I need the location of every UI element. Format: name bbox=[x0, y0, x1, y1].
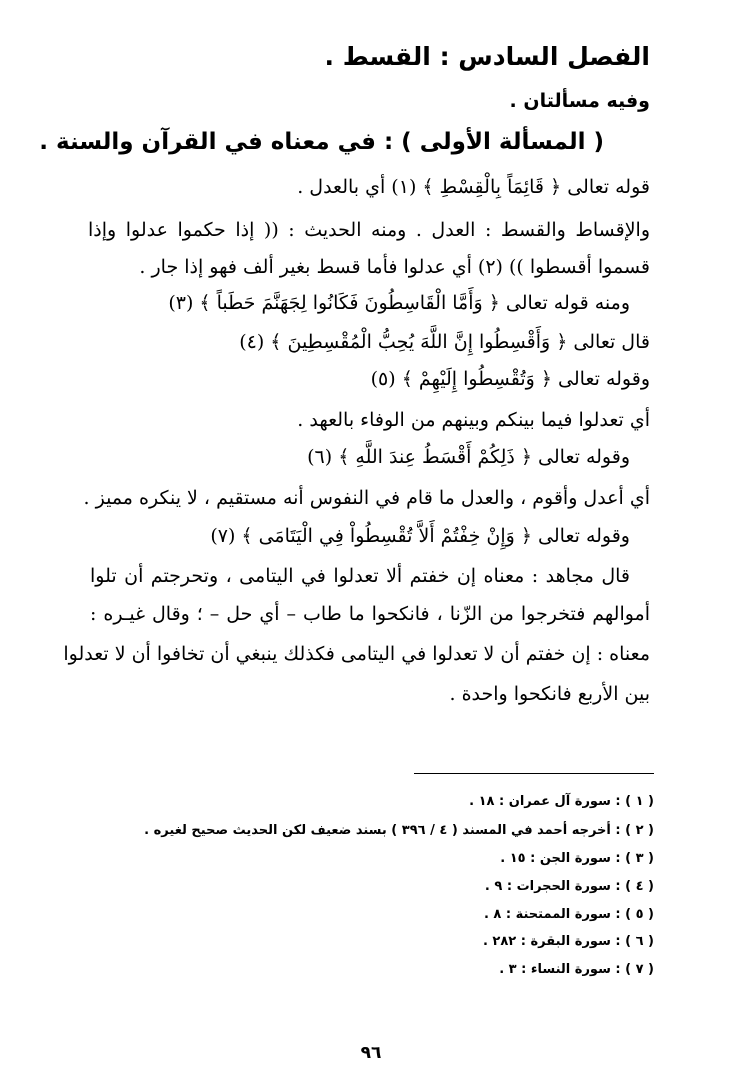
body-line: معناه : إن خفتم أن لا تعدلوا في اليتامى فكذلك ينبغي أن تخافوا أن لا تعدلوا bbox=[63, 643, 650, 665]
chapter-subtitle: وفيه مسألتان . bbox=[509, 90, 650, 112]
body-line: أي تعدلوا فيما بينكم وبينهم من الوفاء بالعهد . bbox=[297, 409, 650, 431]
footnote: ( ٢ ) : أخرجه أحمد في المسند ( ٤ / ٣٩٦ ) بسند ضعيف لكن الحديث صحيح لغيره . bbox=[144, 823, 654, 838]
footnote: ( ٥ ) : سورة الممتحنة : ٨ . bbox=[483, 907, 654, 922]
footnote: ( ٦ ) : سورة البقرة : ٢٨٢ . bbox=[482, 934, 654, 949]
body-line: بين الأربع فانكحوا واحدة . bbox=[449, 683, 650, 705]
page-number: ٩٦ bbox=[360, 1043, 382, 1063]
footnote: ( ٤ ) : سورة الحجرات : ٩ . bbox=[484, 879, 654, 894]
body-line: وقوله تعالى ﴿ وَإِنْ خِفْتُمْ أَلاَّ تُقْسِطُواْ فِي الْيَتَامَى ﴾ (٧) bbox=[210, 525, 630, 547]
footnote: ( ٣ ) : سورة الجن : ١٥ . bbox=[500, 851, 654, 866]
body-line: وقوله تعالى ﴿ ذَلِكُمْ أَقْسَطُ عِندَ اللَّهِ ﴾ (٦) bbox=[307, 446, 630, 468]
chapter-title: الفصل السادس : القسط . bbox=[324, 42, 650, 71]
body-line: ومنه قوله تعالى ﴿ وَأَمَّا الْقَاسِطُونَ فَكَانُوا لِجَهَنَّمَ حَطَباً ﴾ (٣) bbox=[168, 292, 630, 314]
body-line: أي أعدل وأقوم ، والعدل ما قام في النفوس أنه مستقيم ، لا ينكره مميز . bbox=[83, 487, 650, 509]
body-line: أموالهم فتخرجوا من الزّنا ، فانكحوا ما طاب – أي حل – ؛ وقال غيـره : bbox=[90, 603, 650, 625]
body-line: قال مجاهد : معناه إن خفتم ألا تعدلوا في اليتامى ، وتحرجتم أن تلوا bbox=[90, 565, 630, 587]
body-line: قوله تعالى ﴿ قَائِمَاً بِالْقِسْطِ ﴾ (١) أي بالعدل . bbox=[297, 176, 650, 198]
section-heading: ( المسألة الأولى ) : في معناه في القرآن والسنة . bbox=[39, 129, 604, 155]
footnote: ( ١ ) : سورة آل عمران : ١٨ . bbox=[469, 794, 654, 809]
body-line: قسموا أقسطوا )) (٢) أي عدلوا فأما قسط بغير ألف فهو إذا جار . bbox=[139, 256, 650, 278]
body-line: وقوله تعالى ﴿ وَتُقْسِطُوا إِلَيْهِمْ ﴾ (٥) bbox=[370, 368, 650, 390]
body-line: والإقساط والقسط : العدل . ومنه الحديث : (( إذا حكموا عدلوا وإذا bbox=[88, 219, 650, 241]
body-line: قال تعالى ﴿ وَأَقْسِطُوا إِنَّ اللَّهَ يُحِبُّ الْمُقْسِطِينَ ﴾ (٤) bbox=[239, 331, 650, 353]
footnote-divider bbox=[414, 773, 654, 774]
footnote: ( ٧ ) : سورة النساء : ٣ . bbox=[499, 962, 654, 977]
